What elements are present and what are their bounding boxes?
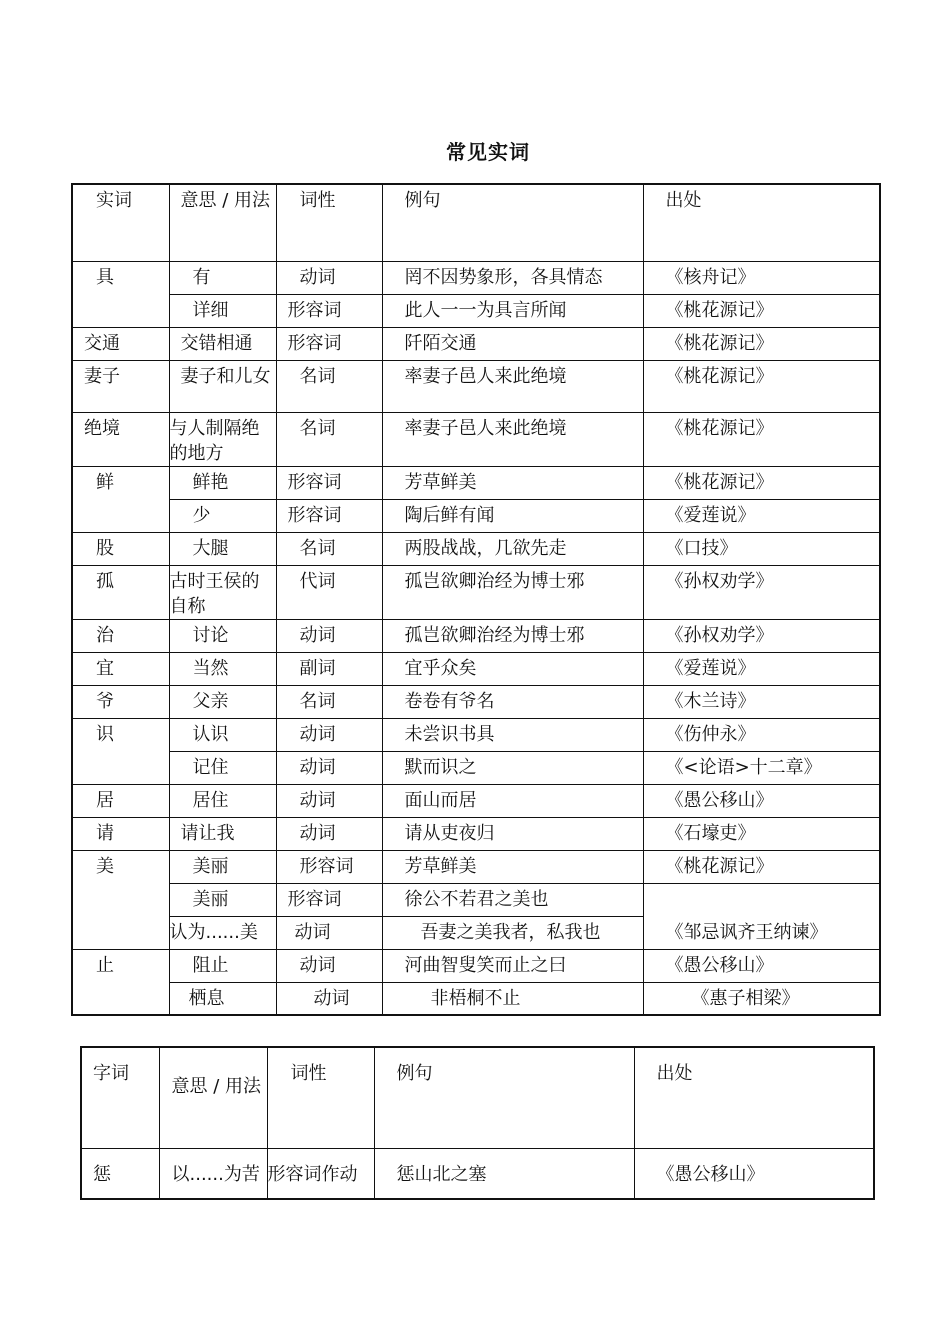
row-example: 陶后鲜有闻 — [382, 499, 643, 532]
header-meaning: 意思 / 用法 — [169, 184, 276, 261]
row-pos: 动词 — [276, 751, 382, 784]
row-source: 《爱莲说》 — [643, 499, 880, 532]
row-pos: 名词 — [276, 412, 382, 466]
row-meaning: 讨论 — [169, 619, 276, 652]
row-example: 罔不因势象形，各具情态 — [382, 261, 643, 294]
table-row — [72, 532, 880, 565]
header-meaning: 意思 / 用法 — [159, 1047, 267, 1148]
row-meaning: 当然 — [169, 652, 276, 685]
row-example: 孤岂欲卿治经为博士邪 — [382, 565, 643, 619]
row-meaning: 以......为苦 — [159, 1148, 267, 1199]
row-meaning: 与人制隔绝的地方 — [169, 412, 276, 466]
row-example: 芳草鲜美 — [382, 466, 643, 499]
row-source: 《愚公移山》 — [634, 1148, 874, 1199]
table-row — [72, 412, 880, 466]
table-header-row — [81, 1047, 874, 1148]
row-word: 止 — [72, 949, 169, 1015]
row-pos: 动词 — [276, 817, 382, 850]
header-source: 出处 — [634, 1047, 874, 1148]
row-meaning: 古时王侯的自称 — [169, 565, 276, 619]
table-row — [72, 466, 880, 499]
row-example: 芳草鲜美 — [382, 850, 643, 883]
row-example: 面山而居 — [382, 784, 643, 817]
row-meaning: 请让我 — [169, 817, 276, 850]
header-example: 例句 — [382, 184, 643, 261]
row-source: 《惠子相梁》 — [643, 982, 880, 1015]
row-pos: 形容词 — [276, 294, 382, 327]
row-example: 未尝识书具 — [382, 718, 643, 751]
row-word: 治 — [72, 619, 169, 652]
header-pos: 词性 — [276, 184, 382, 261]
table-row — [72, 784, 880, 817]
table-row — [72, 652, 880, 685]
table-row — [72, 883, 880, 916]
header-pos: 词性 — [267, 1047, 374, 1148]
row-pos: 形容词作动 — [267, 1148, 374, 1199]
row-example: 河曲智叟笑而止之曰 — [382, 949, 643, 982]
row-source: 《桃花源记》 — [643, 360, 880, 412]
row-source: 《石壕吏》 — [643, 817, 880, 850]
header-example: 例句 — [374, 1047, 634, 1148]
row-word: 孤 — [72, 565, 169, 619]
row-example: 此人一一为具言所闻 — [382, 294, 643, 327]
row-example: 徐公不若君之美也 — [382, 883, 643, 916]
row-word: 居 — [72, 784, 169, 817]
table-row — [72, 565, 880, 619]
row-word: 请 — [72, 817, 169, 850]
row-word: 宜 — [72, 652, 169, 685]
table-row — [72, 360, 880, 412]
table-row — [72, 718, 880, 751]
row-word: 交通 — [72, 327, 169, 360]
row-source: 《桃花源记》 — [643, 294, 880, 327]
row-example: 率妻子邑人来此绝境 — [382, 412, 643, 466]
row-meaning: 居住 — [169, 784, 276, 817]
row-meaning: 大腿 — [169, 532, 276, 565]
row-source: 《邹忌讽齐王纳谏》 — [643, 883, 880, 949]
row-example: 非梧桐不止 — [382, 982, 643, 1015]
table-row — [72, 949, 880, 982]
row-source: 《愚公移山》 — [643, 784, 880, 817]
header-source: 出处 — [643, 184, 880, 261]
row-pos: 动词 — [276, 982, 382, 1015]
row-meaning: 美丽 — [169, 850, 276, 883]
row-source: 《孙权劝学》 — [643, 619, 880, 652]
row-example: 吾妻之美我者，私我也 — [382, 916, 643, 949]
table-row — [72, 261, 880, 294]
row-word: 绝境 — [72, 412, 169, 466]
row-pos: 动词 — [276, 619, 382, 652]
row-meaning: 认为......美 — [169, 916, 276, 949]
row-pos: 形容词 — [276, 850, 382, 883]
row-source: 《桃花源记》 — [643, 466, 880, 499]
row-pos: 副词 — [276, 652, 382, 685]
row-source: 《桃花源记》 — [643, 850, 880, 883]
row-word: 妻子 — [72, 360, 169, 412]
row-source: 《核舟记》 — [643, 261, 880, 294]
row-meaning: 美丽 — [169, 883, 276, 916]
row-example: 孤岂欲卿治经为博士邪 — [382, 619, 643, 652]
row-pos: 动词 — [276, 784, 382, 817]
row-example: 卷卷有爷名 — [382, 685, 643, 718]
row-pos: 形容词 — [276, 466, 382, 499]
table-row — [72, 850, 880, 883]
table-row — [72, 327, 880, 360]
row-source: 《愚公移山》 — [643, 949, 880, 982]
row-meaning: 妻子和儿女 — [169, 360, 276, 412]
row-example: 惩山北之塞 — [374, 1148, 634, 1199]
row-word: 爷 — [72, 685, 169, 718]
row-source: 《伤仲永》 — [643, 718, 880, 751]
row-meaning: 记住 — [169, 751, 276, 784]
table-header-row — [72, 184, 880, 261]
vocab-table — [71, 183, 881, 1016]
row-pos: 动词 — [276, 949, 382, 982]
row-pos: 形容词 — [276, 327, 382, 360]
row-pos: 动词 — [276, 916, 382, 949]
row-word: 鲜 — [72, 466, 169, 532]
table-row — [72, 619, 880, 652]
table-row — [72, 982, 880, 1015]
row-meaning: 阻止 — [169, 949, 276, 982]
row-source: 《木兰诗》 — [643, 685, 880, 718]
row-meaning: 详细 — [169, 294, 276, 327]
vocab-table-2 — [80, 1046, 875, 1200]
table-row — [72, 499, 880, 532]
row-meaning: 父亲 — [169, 685, 276, 718]
row-pos: 代词 — [276, 565, 382, 619]
row-source: 《桃花源记》 — [643, 327, 880, 360]
row-example: 默而识之 — [382, 751, 643, 784]
row-pos: 名词 — [276, 532, 382, 565]
page-title: 常见实词 — [446, 140, 530, 164]
row-meaning: 栖息 — [169, 982, 276, 1015]
row-word: 识 — [72, 718, 169, 784]
row-example: 宜乎众矣 — [382, 652, 643, 685]
header-word: 字词 — [81, 1047, 159, 1148]
row-word: 美 — [72, 850, 169, 949]
row-meaning: 交错相通 — [169, 327, 276, 360]
row-source: 《口技》 — [643, 532, 880, 565]
row-source: 《孙权劝学》 — [643, 565, 880, 619]
table-row — [72, 817, 880, 850]
row-example: 率妻子邑人来此绝境 — [382, 360, 643, 412]
row-pos: 动词 — [276, 718, 382, 751]
row-example: 请从吏夜归 — [382, 817, 643, 850]
row-meaning: 鲜艳 — [169, 466, 276, 499]
row-example: 阡陌交通 — [382, 327, 643, 360]
row-source: 《爱莲说》 — [643, 652, 880, 685]
row-pos: 名词 — [276, 685, 382, 718]
row-pos: 名词 — [276, 360, 382, 412]
row-word: 具 — [72, 261, 169, 327]
row-word: 股 — [72, 532, 169, 565]
table-row — [72, 685, 880, 718]
table-row — [72, 751, 880, 784]
row-example: 两股战战，几欲先走 — [382, 532, 643, 565]
row-source: 《<论语>十二章》 — [643, 751, 880, 784]
row-pos: 形容词 — [276, 883, 382, 916]
row-pos: 形容词 — [276, 499, 382, 532]
table-row — [81, 1148, 874, 1199]
row-meaning: 少 — [169, 499, 276, 532]
row-source: 《桃花源记》 — [643, 412, 880, 466]
row-meaning: 认识 — [169, 718, 276, 751]
header-word: 实词 — [72, 184, 169, 261]
row-word: 惩 — [81, 1148, 159, 1199]
row-pos: 动词 — [276, 261, 382, 294]
table-row — [72, 294, 880, 327]
row-meaning: 有 — [169, 261, 276, 294]
